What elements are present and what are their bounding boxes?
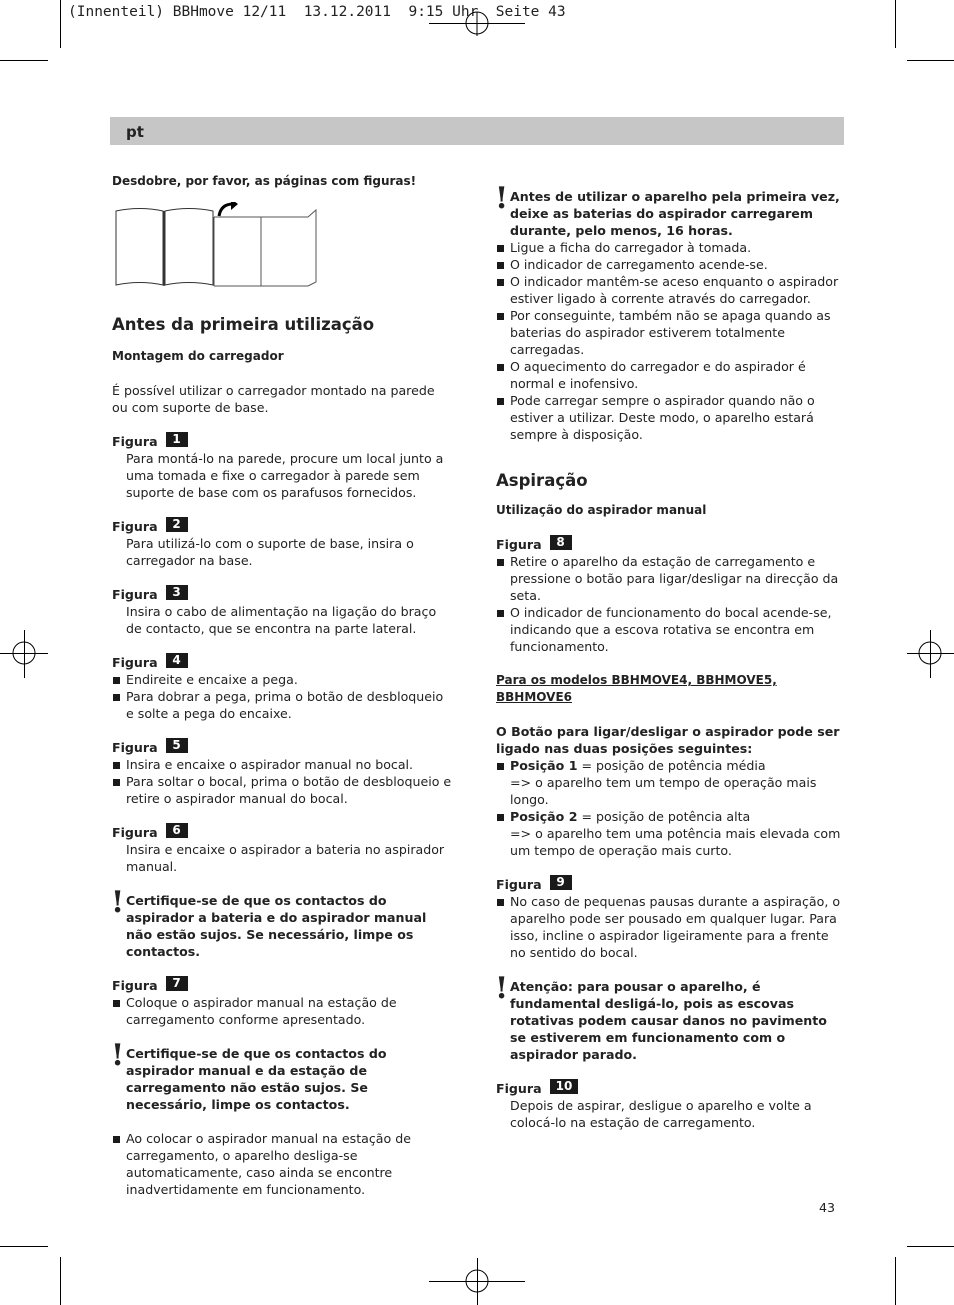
figure-10-label: Figura 10 — [496, 1080, 844, 1097]
figure-8-label: Figura 8 — [496, 536, 844, 553]
warning-note: ! Atenção: para pousar o aparelho, é fundamental desligá-lo, pois as escovas rotativas podem causar danos no pavimento se estiverem em funcionamento com o aspirador parado. — [495, 971, 827, 1062]
warning-note: ! Certifique-se de que os contactos do aspirador a bateria e do aspirador manual não estão sujos. Se necessário, limpe os contactos. — [111, 885, 427, 959]
list-item: Para dobrar a pega, prima o botão de desbloqueio e solte a pega do encaixe. — [112, 688, 452, 722]
figure-2-label: Figura 2 — [112, 518, 452, 535]
list-item: Pode carregar sempre o aspirador quando não o estiver a utilizar. Deste modo, o aparelho estará sempre à disposição. — [496, 392, 844, 443]
exclamation-icon: ! — [111, 885, 125, 920]
list-item: Retire o aparelho da estação de carregamento e pressione o botão para ligar/desligar na direcção da seta. — [496, 553, 844, 604]
list-item: Posição 2 = posição de potência alta — [496, 808, 844, 825]
warning-note: ! Certifique-se de que os contactos do aspirador manual e da estação de carregamento não estão sujos. Se necessário, limpe os contactos. — [111, 1038, 387, 1112]
warning-note: ! Antes de utilizar o aparelho pela primeira vez, deixe as baterias do aspirador carregarem durante, pelo menos, 16 horas. — [495, 181, 840, 238]
list-item: Por conseguinte, também não se apaga quando as baterias do aspirador estiverem totalmente carregadas. — [496, 307, 844, 358]
paragraph: Insira e encaixe o aspirador a bateria no aspirador manual. — [126, 842, 445, 874]
paragraph: Depois de aspirar, desligue o aparelho e volte a colocá-lo na estação de carregamento. — [510, 1098, 812, 1130]
unfold-pages-illustration — [113, 202, 323, 288]
figure-3-label: Figura 3 — [112, 586, 452, 603]
language-code: pt — [126, 123, 144, 141]
models-heading: Para os modelos BBHMOVE4, BBHMOVE5, BBHMOVE6 — [496, 673, 777, 704]
print-header: (Innenteil) BBHmove 12/11 13.12.2011 9:15 Uhr Seite 43 — [68, 4, 566, 20]
list-item: No caso de pequenas pausas durante a aspiração, o aparelho pode ser pousado em qualquer lugar. Para isso, incline o aspirador ligeiramente para a frente no sentido do bocal. — [496, 893, 844, 961]
section-title-first-use: Antes da primeira utilização — [112, 315, 375, 334]
paragraph: Para utilizá-lo com o suporte de base, insira o carregador na base. — [126, 536, 414, 568]
list-item: Para soltar o bocal, prima o botão de desbloqueio e retire o aspirador manual do bocal. — [112, 773, 452, 807]
exclamation-icon: ! — [495, 181, 509, 216]
figure-5-label: Figura 5 — [112, 739, 452, 756]
figure-4-label: Figura 4 — [112, 654, 452, 671]
paragraph: => o aparelho tem um tempo de operação mais longo. — [510, 775, 817, 807]
language-bar — [110, 117, 844, 145]
list-item: Ligue a ficha do carregador à tomada. — [496, 239, 844, 256]
figure-6-label: Figura 6 — [112, 824, 452, 841]
figure-7-label: Figura 7 — [112, 977, 452, 994]
paragraph: Para montá-lo na parede, procure um local junto a uma tomada e fixe o carregador à parede sem suporte de base com os parafusos fornecidos. — [126, 451, 444, 500]
section-title-vacuuming: Aspiração — [496, 471, 588, 490]
list-item: O indicador de funcionamento do bocal acende-se, indicando que a escova rotativa se encontra em funcionamento. — [496, 604, 844, 655]
unfold-note: Desdobre, por favor, as páginas com figuras! — [112, 174, 417, 188]
list-item: Insira e encaixe o aspirador manual no bocal. — [112, 756, 452, 773]
figure-1-label: Figura 1 — [112, 433, 452, 450]
exclamation-icon: ! — [111, 1038, 125, 1073]
paragraph: => o aparelho tem uma potência mais elevada com um tempo de operação mais curto. — [510, 826, 841, 858]
right-column — [495, 181, 844, 1131]
page-number: 43 — [819, 1200, 836, 1215]
list-item: Ao colocar o aspirador manual na estação de carregamento, o aparelho desliga-se automaticamente, caso ainda se encontre inadvertidamente em funcionamento. — [112, 1130, 452, 1198]
list-item: O indicador de carregamento acende-se. — [496, 256, 844, 273]
list-item: Posição 1 = posição de potência média — [496, 757, 844, 774]
paragraph: É possível utilizar o carregador montado na parede ou com suporte de base. — [112, 383, 435, 415]
paragraph: O Botão para ligar/desligar o aspirador pode ser ligado nas duas posições seguintes: — [496, 724, 840, 756]
list-item: O indicador mantêm-se aceso enquanto o aspirador estiver ligado à corrente através do carregador. — [496, 273, 844, 307]
list-item: Endireite e encaixe a pega. — [112, 671, 452, 688]
figure-9-label: Figura 9 — [496, 876, 844, 893]
exclamation-icon: ! — [495, 971, 509, 1006]
list-item: Coloque o aspirador manual na estação de carregamento conforme apresentado. — [112, 994, 452, 1028]
subsection-manual-vacuum: Utilização do aspirador manual — [496, 503, 707, 517]
subsection-charger-mounting: Montagem do carregador — [112, 349, 284, 363]
left-column — [112, 173, 452, 1198]
list-item: O aquecimento do carregador e do aspirador é normal e inofensivo. — [496, 358, 844, 392]
paragraph: Insira o cabo de alimentação na ligação do braço de contacto, que se encontra na parte lateral. — [126, 604, 437, 636]
